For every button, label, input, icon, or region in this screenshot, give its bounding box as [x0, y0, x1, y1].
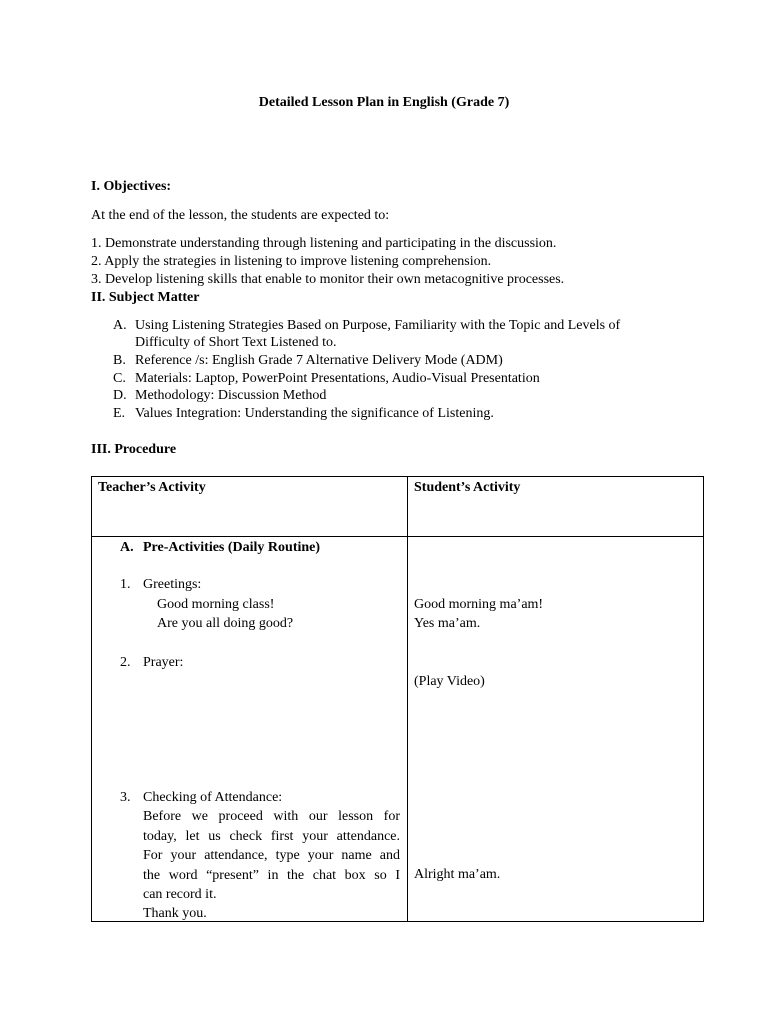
teacher-line: can record it. — [143, 887, 217, 902]
teacher-line: For your attendance, type your name and — [143, 848, 400, 863]
procedure-heading: III. Procedure — [91, 442, 177, 457]
section-letter: A. — [120, 540, 134, 555]
subject-matter-item — [113, 405, 494, 423]
student-response: (Play Video) — [414, 674, 485, 689]
item-text: Reference /s: English Grade 7 Alternative Delivery Mode (ADM) — [135, 353, 503, 368]
item-text: Methodology: Discussion Method — [135, 388, 327, 403]
teacher-line: Thank you. — [143, 906, 207, 921]
student-response: Alright ma’am. — [414, 867, 501, 882]
item-text: Values Integration: Understanding the significance of Listening. — [135, 406, 494, 421]
greetings-label: Greetings: — [143, 577, 202, 592]
subject-matter-item — [113, 352, 503, 370]
subject-matter-item — [113, 317, 620, 335]
section-title: Pre-Activities (Daily Routine) — [143, 540, 321, 555]
teacher-line: the word “present” in the chat box so I — [143, 868, 400, 883]
greetings-number: 1. — [120, 577, 131, 592]
item-letter: D. — [113, 388, 127, 403]
teacher-line: Are you all doing good? — [157, 616, 294, 631]
item-letter: C. — [113, 371, 126, 386]
objective-item: 2. Apply the strategies in listening to improve listening comprehension. — [91, 254, 492, 269]
teacher-line: Before we proceed with our lesson for — [143, 809, 400, 824]
subject-matter-item — [113, 370, 540, 388]
student-response: Yes ma’am. — [414, 616, 481, 631]
column-divider — [407, 477, 408, 921]
item-text: Materials: Laptop, PowerPoint Presentations, Audio-Visual Presentation — [135, 371, 540, 386]
item-letter: E. — [113, 406, 126, 421]
attendance-number: 3. — [120, 790, 131, 805]
prayer-number: 2. — [120, 655, 131, 670]
procedure-table — [91, 476, 704, 922]
objectives-heading: I. Objectives: — [91, 179, 172, 194]
subject-matter-item — [113, 387, 326, 405]
teacher-line: Good morning class! — [157, 597, 275, 612]
student-activity-header: Student’s Activity — [414, 480, 521, 495]
page-title: Detailed Lesson Plan in English (Grade 7) — [258, 95, 510, 110]
item-letter: A. — [113, 318, 127, 333]
prayer-label: Prayer: — [143, 655, 184, 670]
subject-matter-item-continuation: Difficulty of Short Text Listened to. — [135, 335, 337, 350]
objective-item: 1. Demonstrate understanding through listening and participating in the discussion. — [91, 236, 557, 251]
student-response: Good morning ma’am! — [414, 597, 544, 612]
item-text: Using Listening Strategies Based on Purpose, Familiarity with the Topic and Levels of — [135, 318, 621, 333]
header-divider — [92, 536, 703, 537]
teacher-line: today, let us check first your attendance. — [143, 829, 400, 844]
item-letter: B. — [113, 353, 126, 368]
objective-item: 3. Develop listening skills that enable to monitor their own metacognitive processes. — [91, 272, 565, 287]
teacher-activity-header: Teacher’s Activity — [98, 480, 206, 495]
objectives-intro: At the end of the lesson, the students are expected to: — [91, 208, 390, 223]
attendance-label: Checking of Attendance: — [143, 790, 283, 805]
subject-matter-heading: II. Subject Matter — [91, 290, 200, 305]
